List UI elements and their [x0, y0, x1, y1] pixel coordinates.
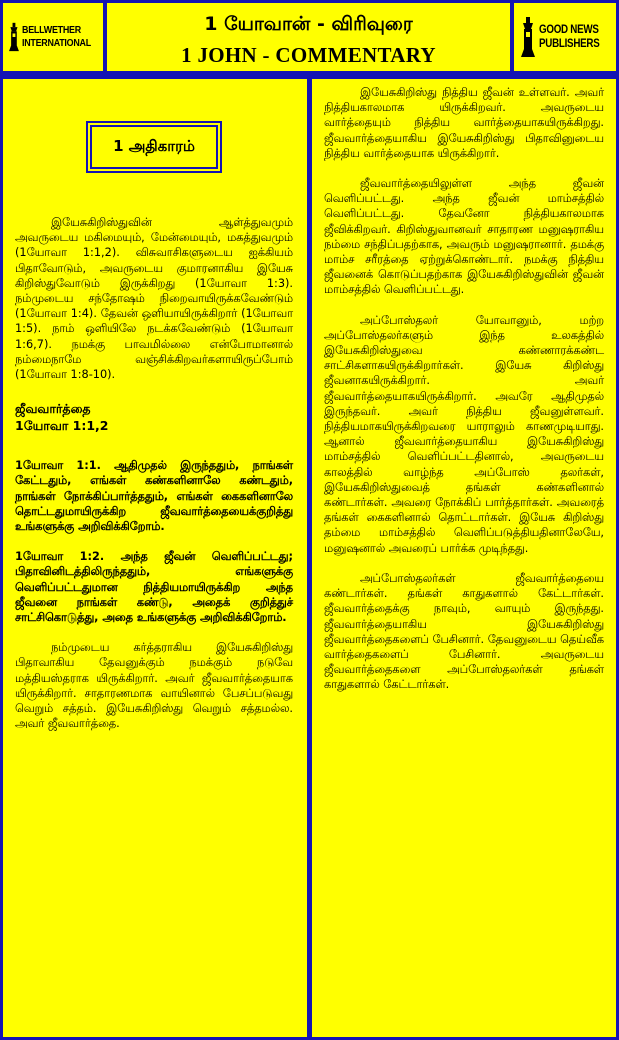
chapter-box [86, 121, 222, 173]
right-column [312, 79, 616, 1037]
left-column [3, 79, 307, 1037]
good-news-logo [514, 3, 616, 71]
title-english: 1 JOHN - COMMENTARY [181, 43, 436, 67]
bellwether-logo-panel [3, 3, 103, 71]
logo-line2: PUBLISHERS [539, 38, 600, 50]
logo-line2: INTERNATIONAL [21, 37, 91, 49]
verse-1-1: 1யோவா 1:1. ஆதிமுதல் இருந்ததும், நாங்கள் கேட்டதும், எங்கள் கண்களினாலே கண்டதும், நாங்கள் நோக்கிப்பார்த்ததும், எங்கள் கைகளினாலே தொட்டதுமாயிருக்கிற ஜீவவார்த்தையைக்குறித்து உங்களுக்கு அறிவிக்கிறோம். [15, 459, 293, 534]
section-heading: ஜீவவார்த்தை [15, 401, 91, 417]
commentary-paragraph-4: அப்போஸ்தலர்கள் ஜீவவார்த்தையை கண்டார்கள். தங்கள் காதுகளால் கேட்டார்கள். ஜீவவார்த்தைக்கு நாவும், வாயும் இருந்தது. ஜீவவார்த்தையாகிய இயேசுகிறிஸ்து ஜீவவார்த்தைகளைப் பேசினார். தேவனுடைய தெய்வீக வார்த்தைகளைப் பேசினார். அவருடைய ஜீவவார்த்தைகளை அப்போஸ்தலர்கள் தங்கள் காதுகளால் கேட்டார்கள். [324, 571, 604, 692]
title-panel [107, 3, 510, 71]
commentary-paragraph-1: இயேசுகிறிஸ்து நித்திய ஜீவன் உள்ளவர். அவர் நித்தியகாலமாக யிருக்கிறவர். அவருடைய வார்த்தையும் நித்திய வார்த்தையாகயிருக்கிறது. ஜீவவார்த்தையாகிய இயேசுகிறிஸ்து பிதாவினுடைய நித்திய வார்த்தையாக யிருக்கிறார். [324, 86, 604, 160]
bell-tower-icon [520, 17, 536, 57]
commentary-paragraph: நம்முடைய கர்த்தராகிய இயேசுகிறிஸ்து பிதாவாகிய தேவனுக்கும் நமக்கும் நடுவே மத்தியஸ்தராக யிருக்கிறார். அவர் ஜீவவார்த்தையாக யிருக்கிறார். சாதாரணமாக வாயினால் பேசப்படுவது வெறும் சத்தம். இயேசுகிறிஸ்து வெறும் சத்தமல்ல. அவர் ஜீவவார்த்தை. [15, 641, 293, 731]
verse-1-2: 1யோவா 1:2. அந்த ஜீவன் வெளிப்பட்டது; பிதாவினிடத்திலிருந்ததும், எங்களுக்கு வெளிப்பட்டதுமான நித்தியமாயிருக்கிற அந்த ஜீவனை நாங்கள் கண்டு, அதைக் குறித்துச் சாட்சிகொடுத்து, அதை உங்களுக்கு அறிவிக்கிறோம். [15, 550, 293, 625]
commentary-paragraph-2: ஜீவவார்த்தையிலுள்ள அந்த ஜீவன் வெளிப்பட்டது. அந்த ஜீவன் மாம்சத்தில் வெளிப்பட்டது. தேவனோ நித்தியகாலமாக ஜீவிக்கிறவர். கிறிஸ்துவானவர் சாதாரண மனுஷராகிய நம்மை சந்திப்பதற்காக, அவரும் மனுஷரானார். தமக்கு மாம்ச சரீரத்தை ஏற்றுக்கொண்டார். நமக்கு நித்திய ஜீவனைக் கொடுப்பதற்காக இயேசுகிறிஸ்துவின் ஜீவன் மாம்சத்தில் வெளிப்பட்டது. [324, 177, 604, 297]
bellwether-logo [3, 3, 103, 71]
intro-paragraph: இயேசுகிறிஸ்துவின் ஆள்த்துவமும் அவருடைய மகிமையும், மேன்மையும், மகத்துவமும் (1யோவா 1:1,2). விசுவாசிகளுடைய ஐக்கியம் பிதாவோடும், அவருடைய குமாரனாகிய இயேசு கிறிஸ்துவோடும் இருக்கிறது (1யோவா 1:3). நம்முடைய சந்தோஷம் நிறைவாயிருக்கவேண்டும் (1யோவா 1:4). தேவன் ஒளியாயிருக்கிறார் (1யோவா 1:5). நாம் ஒளியிலே நடக்கவேண்டும் (1யோவா 1:6,7). நமக்கு பாவமில்லை என்போமானால் நம்மைநாமே வஞ்சிக்கிறவர்களாயிருப்போம் (1யோவா 1:8-10). [15, 216, 293, 382]
chapter-label: 1 அதிகாரம் [90, 125, 218, 169]
commentary-paragraph-3: அப்போஸ்தலர் யோவானும், மற்ற அப்போஸ்தலர்களும் இந்த உலகத்தில் இயேசுகிறிஸ்துவை கண்ணாரக்கண்ட சாட்சிகளாகயிருக்கிறார்கள். இயேசு கிறிஸ்து ஜீவனாகயிருக்கிறார். அவர் ஜீவவார்த்தையாகயிருக்கிறார். அவரே ஆதிமுதல் இருந்தவர். அவர் நித்திய ஜீவனுள்ளவர். நித்தியமாகயிருக்கிறவரை யாராலும் காணமுடியாது. ஆனால் ஜீவவார்த்தையாகிய இயேசுகிறிஸ்து மாம்சத்தில் வெளிப்பட்டதினால், அவருடைய காலத்தில் வாழ்ந்த அப்போஸ் தலர்கள், இயேசுகிறிஸ்துவைத் தங்கள் கண்களினால் கண்டார்கள். அவரை நோக்கிப் பார்த்தார்கள். அவரைத் தங்கள் கைகளினால் தொட்டார்கள். இயேசு கிறிஸ்து தம்மை மாம்சத்தில் வெளிப்படுத்தியதினாலேயே, மனுஷனால் அவரைப் பார்க்க முடிந்தது. [324, 313, 604, 555]
logo-line1: BELLWETHER [21, 24, 81, 36]
title-tamil: 1 யோவான் - விரிவுரை [204, 13, 413, 35]
good-news-logo-panel [514, 3, 616, 71]
logo-line1: GOOD NEWS [539, 24, 599, 36]
bell-tower-icon [9, 17, 19, 57]
section-reference: 1யோவா 1:1,2 [15, 418, 109, 434]
